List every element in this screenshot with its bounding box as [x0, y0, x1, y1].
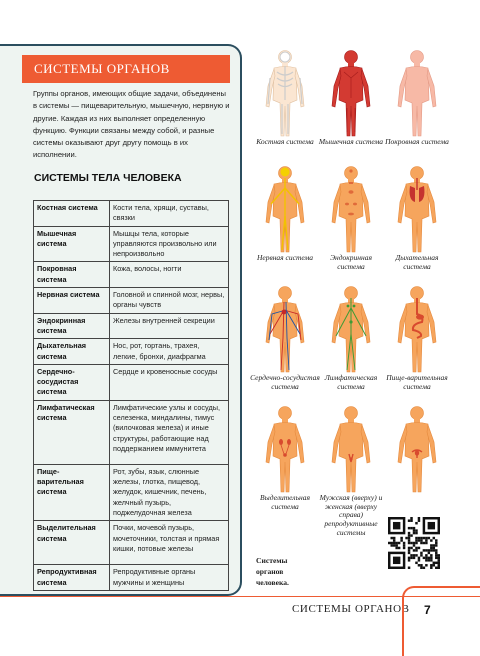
figure-vessels	[250, 284, 320, 391]
table-row	[34, 313, 229, 339]
qr-code[interactable]	[388, 517, 440, 569]
section-banner: СИСТЕМЫ ОРГАНОВ	[22, 55, 230, 83]
page-number-tab	[402, 586, 480, 656]
table-row	[34, 521, 229, 565]
system-description: Сердце и кровеносные сосуды	[110, 364, 229, 400]
figure-caption: Лимфатическая система	[324, 373, 378, 391]
system-name: Пище-варительная система	[34, 464, 110, 520]
figure-caption: Нервная система	[256, 253, 314, 262]
table-row	[34, 226, 229, 262]
system-name: Лимфатическая система	[34, 400, 110, 464]
human-figure-icon	[326, 48, 376, 138]
figure-caption: Дыхательная система	[395, 253, 439, 271]
system-description: Рот, зубы, язык, слюнные железы, глотка, пищевод, желудок, кишечник, печень, желчный пузырь, поджелудочная железа	[110, 464, 229, 520]
human-figure-icon	[392, 48, 442, 138]
human-figure-icon	[392, 164, 442, 254]
figure-endocrine	[316, 164, 386, 271]
figure-digest	[382, 284, 452, 391]
human-figure-icon	[326, 404, 376, 494]
human-figure-icon	[260, 164, 310, 254]
system-description: Головной и спинной мозг, нервы, органы чувств	[110, 288, 229, 314]
table-heading: СИСТЕМЫ ТЕЛА ЧЕЛОВЕКА	[34, 172, 182, 184]
system-name: Репродуктивная система	[34, 565, 110, 591]
system-description: Кости тела, хрящи, суставы, связки	[110, 201, 229, 227]
systems-table	[33, 200, 229, 591]
figures-caption: Системы органов человека.	[256, 556, 289, 587]
human-figure-icon	[260, 284, 310, 374]
human-figure-icon	[326, 164, 376, 254]
system-name: Костная система	[34, 201, 110, 227]
figure-kidney	[250, 404, 320, 511]
system-description: Лимфатические узлы и сосуды, селезенка, миндалины, тимус (вилочковая железа) и иные структуры, работающие над поддержанием иммунитета	[110, 400, 229, 464]
table-row	[34, 339, 229, 365]
table-row	[34, 565, 229, 591]
figure-muscle	[316, 48, 386, 147]
figure-female	[382, 404, 452, 494]
system-description: Репродуктивные органы мужчины и женщины	[110, 565, 229, 591]
system-description: Железы внутренней секреции	[110, 313, 229, 339]
figure-caption: Мужская (вверху) и женская (вверху справа) репродуктивные системы	[319, 493, 383, 537]
table-row	[34, 364, 229, 400]
system-description: Кожа, волосы, ногти	[110, 262, 229, 288]
human-figure-icon	[260, 48, 310, 138]
system-name: Нервная система	[34, 288, 110, 314]
figure-caption: Эндокринная система	[330, 253, 372, 271]
figure-caption: Сердечно-сосудистая система	[250, 373, 320, 391]
table-row	[34, 464, 229, 520]
figure-caption: Покровная система	[385, 137, 449, 146]
system-name: Выделительная система	[34, 521, 110, 565]
footer-section-title: СИСТЕМЫ ОРГАНОВ	[292, 603, 410, 615]
figure-lymph	[316, 284, 386, 391]
intro-paragraph: Группы органов, имеющих общие задачи, объединены в системы — пищеварительную, мышечную, нервную и другие. Каждая из них выполняет определенную функцию. Функции связаны между собой, и разные системы оказывают друг другу помощь в их исполнении.	[33, 89, 230, 160]
figure-male	[316, 404, 386, 538]
system-description: Мышцы тела, которые управляются произвольно или непроизвольно	[110, 226, 229, 262]
figure-caption: Выделительная система	[260, 493, 310, 511]
system-name: Мышечная система	[34, 226, 110, 262]
figure-lungs	[382, 164, 452, 271]
table-row	[34, 400, 229, 464]
table-row	[34, 201, 229, 227]
figure-caption: Мышечная система	[318, 137, 384, 146]
human-figure-icon	[260, 404, 310, 494]
system-description: Почки, мочевой пузырь, мочеточники, толстая и прямая кишки, потовые железы	[110, 521, 229, 565]
table-row	[34, 262, 229, 288]
system-name: Покровная система	[34, 262, 110, 288]
system-name: Эндокринная система	[34, 313, 110, 339]
system-name: Дыхательная система	[34, 339, 110, 365]
human-figure-icon	[392, 284, 442, 374]
system-name: Сердечно-сосудистая система	[34, 364, 110, 400]
figure-caption: Пище-варительная система	[386, 373, 448, 391]
figure-skin	[382, 48, 452, 147]
figure-nerve	[250, 164, 320, 263]
figure-caption: Костная система	[256, 137, 314, 146]
system-description: Нос, рот, гортань, трахея, легкие, бронхи, диафрагма	[110, 339, 229, 365]
page-number: 7	[424, 603, 431, 617]
figure-skeleton	[250, 48, 320, 147]
human-figure-icon	[392, 404, 442, 494]
human-figure-icon	[326, 284, 376, 374]
table-row	[34, 288, 229, 314]
